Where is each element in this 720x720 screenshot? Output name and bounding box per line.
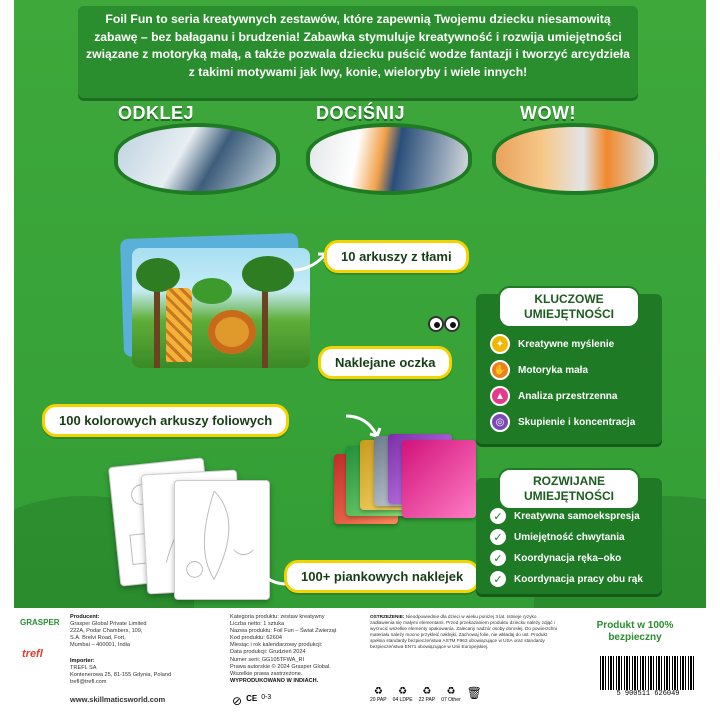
- key-skills-title: KLUCZOWE UMIEJĘTNOŚCI: [498, 286, 640, 328]
- check-icon: ✓: [490, 550, 506, 566]
- callout-stickers: 100+ piankowych naklejek: [284, 560, 480, 593]
- step-1-photo: [114, 123, 280, 195]
- intro-text: Foil Fun to seria kreatywnych zestawów, które zapewnią Twojemu dziecku niesamowitą zabawę – bez bałaganu i brudzenia! Zabawka stymuluje kreatywność i rozwija umiejętności związane z motoryką małą, a także pozwala dziecku puścić wodze fantazji i tworzyć arcydzieła z takimi motywami jak lwy, konie, wieloryby i wiele innych!: [86, 12, 630, 79]
- callout-eyes: Naklejane oczka: [318, 346, 452, 379]
- key-skill-item: ▲ Analiza przestrzenna: [490, 386, 617, 406]
- producer-block: Producent: Grasper Global Private Limited 222A, Podar Chambers, 109, S.A. Brelvi Road, Fort, Mumbai – 400001, India: [70, 614, 147, 649]
- step-3-photo: [492, 123, 658, 195]
- dev-skill-item: ✓ Umiejętność chwytania: [490, 529, 625, 545]
- dev-skill-item: ✓ Koordynacja pracy obu rąk: [490, 571, 643, 587]
- callout-foils: 100 kolorowych arkuszy foliowych: [42, 404, 289, 437]
- product-info-block: Kategoria produktu: zestaw kreatywny Liczba netto: 1 sztuka Nazwa produktu: Foil Fun – Świat Zwierząt Kod produktu: 62604 Miesiąc i rok kalendarzowy produkcji: Data produkcji: Grudzień 2024 Numer serii: GG105TFWA_RI Prawa autorskie © 2024 Grasper Global. Wszelkie prawa zastrzeżone. WYPRODUKOWANO W INDIACH.: [230, 614, 337, 684]
- barcode: 5 900511 626049: [600, 656, 696, 700]
- foil-sheet: [402, 440, 476, 518]
- check-icon: ✓: [490, 529, 506, 545]
- recycle-icon: ♻ 20 PAP: [370, 686, 387, 703]
- check-icon: ✓: [490, 508, 506, 524]
- footer-info: [14, 608, 706, 712]
- step-2-title: DOCIŚNIJ: [316, 103, 406, 123]
- bin-icon: 🗑: [466, 686, 482, 700]
- jungle-background-board: [132, 248, 310, 368]
- lion-illustration: [208, 310, 256, 354]
- developing-skills-panel: [476, 474, 662, 594]
- key-skills-panel: [476, 294, 662, 444]
- googly-eyes: [426, 316, 464, 334]
- recycle-icons: [370, 686, 482, 703]
- key-skill-item: ✦ Kreatywne myślenie: [490, 334, 614, 354]
- check-icon: ✓: [490, 571, 506, 587]
- callout-boards: 10 arkuszy z tłami: [324, 240, 469, 273]
- dev-skill-item: ✓ Koordynacja ręka–oko: [490, 550, 621, 566]
- key-skill-item: ◎ Skupienie i koncentracja: [490, 412, 635, 432]
- key-skill-item: ✋ Motoryka mała: [490, 360, 588, 380]
- warning-block: OSTRZEŻENIE: Nieodpowiednie dla dzieci w wieku poniżej 3 lat. Istnieje ryzyko zadławienia się małymi elementami. Przed przekazaniem produktu dziecku należy zdjąć i wyrzucić wszelkie elementy opakowania. Zalecany nadzór osoby dorosłej. Do powierzchni materiału należy mocno przykleić naklejki. Zachowaj folie, nie wkładaj do ust. Produkt spełnia standardy bezpieczeństwa ASTM F963 obowiązujące w USA oraz standardy bezpieczeństwa EN71 obowiązujące w Unii Europejskiej.: [370, 614, 558, 649]
- age-icon: 0-3: [261, 694, 272, 701]
- step-3-title: WOW!: [520, 103, 576, 123]
- grasper-logo: GRASPER: [20, 618, 60, 627]
- green-panel: [14, 0, 706, 712]
- ce-mark-icon: CE: [246, 694, 258, 703]
- safety-icons: [232, 694, 271, 708]
- developing-skills-title: ROZWIJANE UMIEJĘTNOŚCI: [498, 468, 640, 510]
- lightbulb-icon: ✦: [490, 334, 510, 354]
- intro-box: [78, 6, 638, 98]
- step-2-photo: [306, 123, 472, 195]
- giraffe-illustration: [166, 288, 192, 362]
- target-icon: ◎: [490, 412, 510, 432]
- no-small-children-icon: ⊘: [232, 694, 243, 708]
- dev-skill-item: ✓ Kreatywna samoekspresja: [490, 508, 640, 524]
- safe-product-label: Produkt w 100% bezpieczny: [596, 620, 674, 643]
- importer-block: Importer: TREFL SA Kontenerowa 25, 81-155 Gdynia, Poland trefl@trefl.com: [70, 658, 172, 686]
- step-1-title: ODKLEJ: [118, 103, 195, 123]
- recycle-icon: ♻ 04 LDPE: [392, 686, 413, 703]
- trefl-logo: trefl: [22, 648, 43, 660]
- hand-icon: ✋: [490, 360, 510, 380]
- shapes-icon: ▲: [490, 386, 510, 406]
- website-link[interactable]: www.skillmaticsworld.com: [70, 695, 166, 704]
- recycle-icon: ♻ 22 PAP: [418, 686, 436, 703]
- recycle-icon: ♻ 07 Other: [441, 686, 461, 703]
